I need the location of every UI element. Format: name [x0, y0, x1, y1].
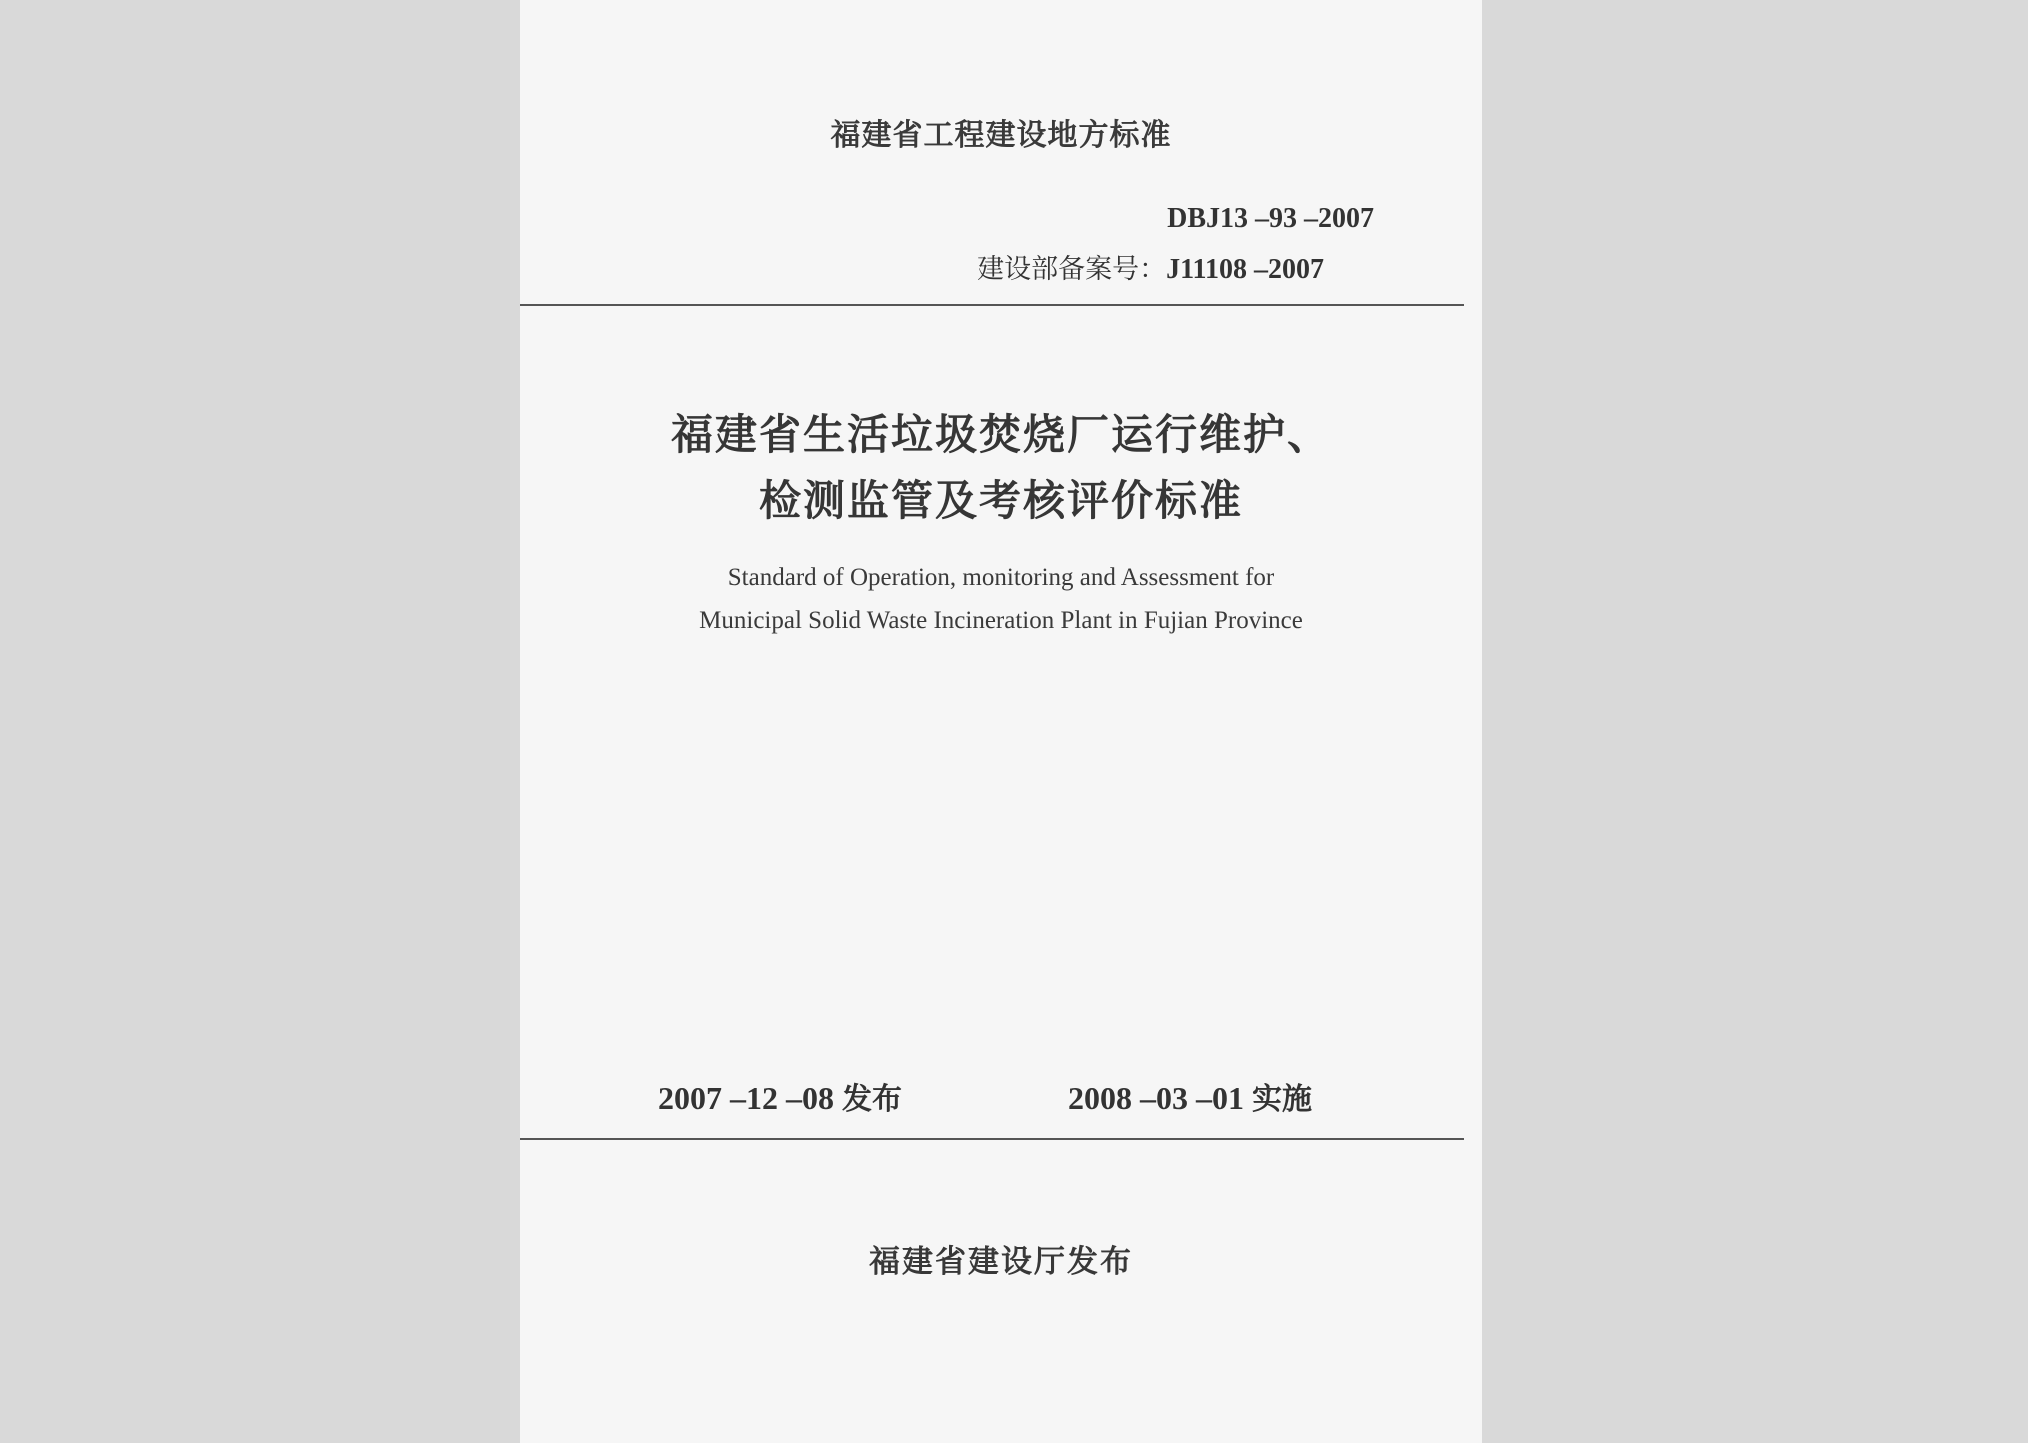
issue-date-value: 2007 –12 –08 [658, 1080, 834, 1116]
top-divider [520, 304, 1464, 306]
standard-number: DBJ13 –93 –2007 [1167, 203, 1374, 234]
publisher: 福建省建设厅发布 [869, 1244, 1133, 1280]
filing-record [977, 247, 1324, 286]
issue-date [658, 1074, 902, 1118]
english-title-line-2: Municipal Solid Waste Incineration Plant in Fujian Province [699, 607, 1303, 634]
effective-date [1068, 1074, 1312, 1118]
bottom-divider [520, 1138, 1464, 1140]
chinese-title-line-2: 检测监管及考核评价标准 [758, 476, 1243, 525]
chinese-title [520, 402, 1482, 534]
chinese-title-line-1: 福建省生活垃圾焚烧厂运行维护、 [670, 410, 1331, 459]
series-title: 福建省工程建设地方标准 [830, 118, 1172, 153]
filing-label: 建设部备案号： [977, 254, 1167, 285]
document-cover [520, 0, 1482, 1443]
effective-date-value: 2008 –03 –01 [1068, 1080, 1244, 1116]
english-title-line-1: Standard of Operation, monitoring and Assessment for [727, 564, 1275, 591]
filing-number: J11108 –2007 [1166, 254, 1324, 285]
english-title [520, 556, 1482, 642]
issue-date-label: 发布 [842, 1082, 902, 1117]
effective-date-label: 实施 [1252, 1082, 1312, 1117]
